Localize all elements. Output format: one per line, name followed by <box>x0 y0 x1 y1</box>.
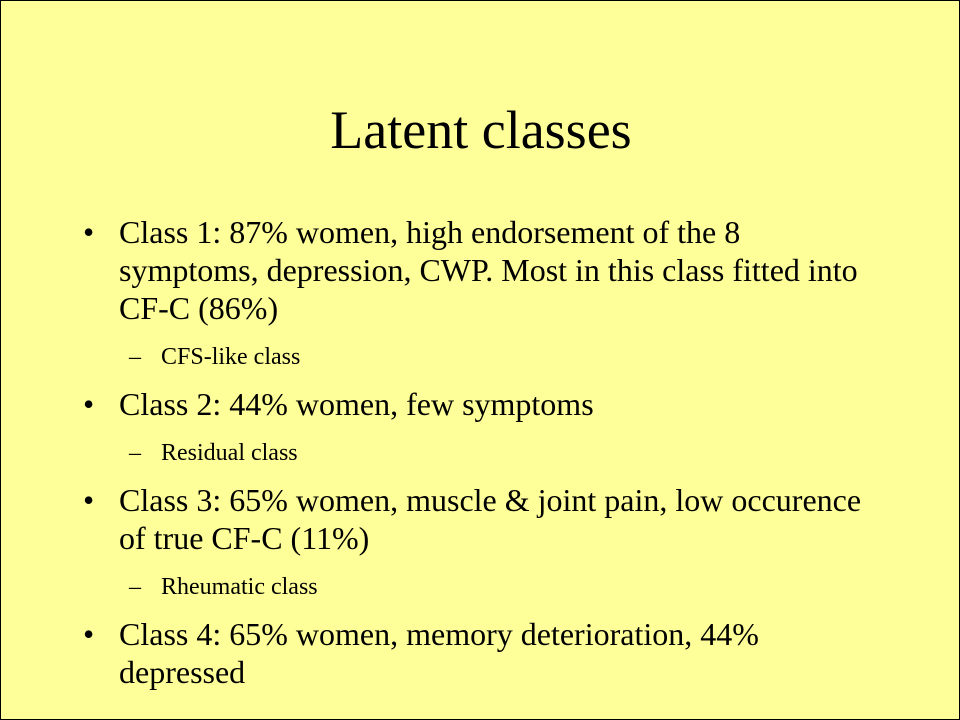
bullet-item-class-4 <box>83 615 883 691</box>
bullet-text: Class 4: 65% women, memory deterioration, 44% depressed <box>119 616 759 690</box>
bullet-marker: • <box>83 386 95 422</box>
bullet-marker: • <box>83 482 95 518</box>
sub-item-class-3 <box>83 573 883 601</box>
bullet-item-class-2 <box>83 385 883 423</box>
bullet-text: Class 1: 87% women, high endorsement of the 8 symptoms, depression, CWP. Most in this class fitted into CF-C (86%) <box>119 214 858 326</box>
sub-marker: – <box>129 440 141 466</box>
bullet-text: Class 3: 65% women, muscle & joint pain, low occurence of true CF-C (11%) <box>119 482 862 556</box>
slide-title: Latent classes <box>330 100 632 160</box>
bullet-marker: • <box>83 214 95 250</box>
sub-text: Residual class <box>161 440 298 466</box>
sub-item-class-2 <box>83 439 883 467</box>
sub-text: Rheumatic class <box>161 574 318 600</box>
bullet-item-class-1 <box>83 213 883 327</box>
sub-marker: – <box>129 574 141 600</box>
sub-item-class-1 <box>83 343 883 371</box>
sub-text: CFS-like class <box>161 344 301 370</box>
bullet-text: Class 2: 44% women, few symptoms <box>119 386 594 422</box>
sub-marker: – <box>129 344 141 370</box>
bullet-list <box>83 213 883 691</box>
bullet-marker: • <box>83 616 95 652</box>
bullet-item-class-3 <box>83 481 883 557</box>
